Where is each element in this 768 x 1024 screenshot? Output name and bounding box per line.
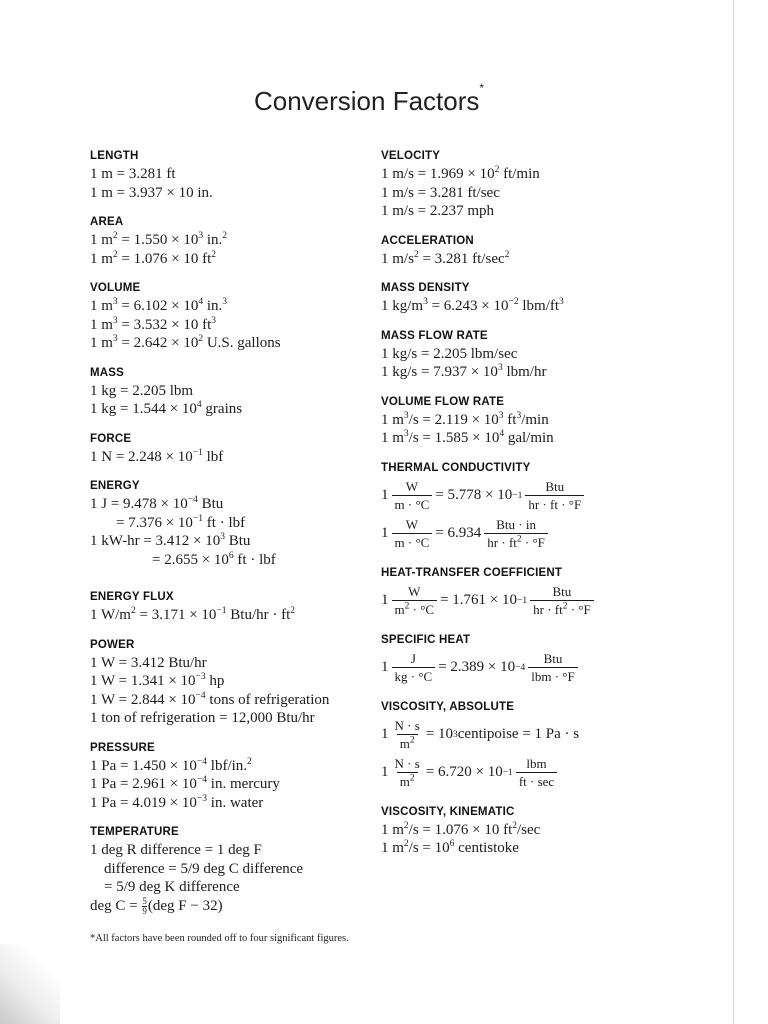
section-acceleration: [381, 235, 711, 269]
length-line-2: 1 m = 3.937 × 10 in.: [90, 184, 213, 201]
mass-flow-line-2: 1 $kg/s = 7.937 \times 10^3$ lbm/hr: [381, 363, 547, 380]
volume-line-2: 1 $m^3 = 3.532 \times 10$ $ft^3$: [90, 315, 217, 333]
viscosity-kinematic-line-2: 1 $m^2/s = 10^6$ centistoke: [381, 839, 519, 856]
fraction-btu-in-per-hr-ft2-f: $\frac{\text{Btu · in}}{hr \cdot ft^2 \cdot ^\circ F}$: [484, 517, 548, 550]
heading-energy-flux: ENERGY FLUX: [90, 591, 174, 603]
fraction-btu-per-hr-ft2-f: $\frac{\text{Btu}}{hr \cdot ft^2 \cdot ^\circ F}$: [530, 584, 594, 617]
power-line-1: 1 W = 3.412 Btu/hr: [90, 654, 207, 671]
section-power: [90, 639, 360, 728]
heading-temperature: TEMPERATURE: [90, 826, 179, 838]
fraction-btu-per-hr-ft-f: $\frac{\text{Btu}}{hr \cdot ft \cdot ^\circ F}$: [525, 479, 584, 512]
energy-line-4: = $2.655 \times 10^6$ ft · lbf: [152, 550, 276, 568]
fraction-ns-per-m2-2: $\frac{N \cdot s}{m^2}$: [394, 756, 420, 789]
heading-mass: MASS: [90, 366, 125, 379]
scan-edge-line: [733, 0, 734, 1024]
heading-velocity: VELOCITY: [381, 150, 441, 162]
heat-transfer-row: 1 $\frac{W}{m^2 \cdot ^\circ C}$ = 1.761 × 10 −1 $\frac{\text{Btu}}{hr \cdot ft^2 \cdot ^\circ F}$: [381, 582, 711, 620]
section-viscosity-absolute: [381, 701, 711, 792]
velocity-line-3: 1 m/s = 2.237 mph: [381, 203, 495, 219]
area-line-1: 1 $m^2 = 1.550 \times 10^3$ in.$^2$: [90, 231, 228, 248]
section-viscosity-kinematic: [381, 806, 711, 858]
heading-acceleration: ACCELERATION: [381, 234, 474, 247]
temperature-line-3: = 5/9 deg K difference: [104, 879, 240, 895]
velocity-line-1: 1 $m/s = 1.969 \times 10^2$ ft/min: [381, 165, 540, 182]
volume-flow-line-1: 1 $m^3/s = 2.119 \times 10^3$ $ft^3/\min$: [381, 410, 549, 428]
section-temperature: [90, 826, 360, 916]
heading-force: FORCE: [90, 432, 132, 445]
fraction-j-per-kg-c: $\frac{J}{kg \cdot ^\circ C}$: [392, 651, 436, 684]
section-mass-flow-rate: [381, 330, 711, 382]
energy-line-2: = $7.376 \times 10^{-1}$ ft · lbf: [116, 513, 246, 531]
heading-area: AREA: [90, 216, 124, 228]
five-ninths-fraction: $\frac{5}{9}$: [142, 895, 147, 916]
heading-viscosity-absolute: VISCOSITY, ABSOLUTE: [381, 700, 515, 713]
right-column: [381, 150, 711, 872]
section-volume-flow-rate: [381, 396, 711, 448]
pressure-line-2: 1 $Pa = 2.961 \times 10^{-4}$ in. mercury: [90, 775, 280, 792]
section-energy: [90, 480, 360, 569]
fraction-w-per-m-c: $\frac{W}{m \cdot ^\circ C}$: [392, 479, 433, 512]
title-footnote-mark: *: [479, 81, 485, 95]
footnote: *All factors have been rounded off to four significant figures.: [90, 933, 349, 944]
heading-mass-flow-rate: MASS FLOW RATE: [381, 329, 488, 342]
volume-flow-line-2: 1 $m^3/s = 1.585 \times 10^4$ gal/min: [381, 429, 554, 446]
mass-line-2: 1 kg = $1.544 \times 10^4$ grains: [90, 400, 243, 417]
viscosity-absolute-row-2: 1 $\frac{N \cdot s}{m^2}$ = 6.720 × 10 −1 $\frac{\text{lbm}}{ft \cdot \sec}$: [381, 754, 711, 792]
heading-length: LENGTH: [90, 150, 139, 162]
mass-line-1: 1 kg = 2.205 lbm: [90, 382, 194, 399]
power-line-2: 1 $W = 1.341 \times 10^{-3}$ hp: [90, 672, 225, 689]
section-length: [90, 150, 360, 202]
heading-pressure: PRESSURE: [90, 741, 155, 754]
energy-flux-line-1: 1 $W/m^2 = 3.171 \times 10^{-1}$ $Btu/hr \cdot ft^2$: [90, 606, 296, 623]
left-column: [90, 150, 360, 930]
viscosity-kinematic-line-1: 1 $m^2/s = 1.076 \times 10$ $ft^2/\sec$: [381, 820, 541, 838]
mass-density-line-1: 1 $kg/m^3 = 6.243 \times 10^{-2}$ lbm/$ft^3$: [381, 297, 564, 314]
pressure-line-3: 1 $Pa = 4.019 \times 10^{-3}$ in. water: [90, 793, 264, 811]
power-line-4: 1 ton of refrigeration = 12,000 Btu/hr: [90, 710, 315, 726]
volume-line-1: 1 $m^3 = 6.102 \times 10^4$ in.$^3$: [90, 297, 228, 314]
thermal-conductivity-row-2: 1 $\frac{W}{m \cdot ^\circ C}$ = 6.934 $\frac{\text{Btu · in}}{hr \cdot ft^2 \cdot ^\circ F}$: [381, 515, 711, 553]
section-area: [90, 216, 360, 268]
acceleration-line-1: 1 $m/s^2 = 3.281$ $ft/\sec^2$: [381, 249, 510, 267]
heading-specific-heat: SPECIFIC HEAT: [381, 633, 471, 646]
velocity-line-2: 1 m/s = 3.281 ft/sec: [381, 184, 500, 201]
temperature-line-1: 1 deg R difference = 1 deg F: [90, 842, 262, 858]
temperature-line-2: difference = 5/9 deg C difference: [104, 860, 304, 877]
fraction-btu-per-lbm-f: $\frac{\text{Btu}}{\text{lbm · °F}}$: [528, 651, 577, 684]
section-pressure: [90, 742, 360, 813]
heading-heat-transfer-coefficient: HEAT-TRANSFER COEFFICIENT: [381, 566, 563, 579]
heading-mass-density: MASS DENSITY: [381, 282, 470, 294]
heading-energy: ENERGY: [90, 480, 140, 492]
pressure-line-1: 1 $Pa = 1.450 \times 10^{-4}$ lbf/in.$^2$: [90, 756, 252, 774]
page-title: Conversion Factors*: [253, 81, 485, 116]
heading-volume-flow-rate: VOLUME FLOW RATE: [381, 395, 505, 408]
area-line-2: 1 $m^2 = 1.076 \times 10$ $ft^2$: [90, 249, 217, 267]
volume-line-3: 1 $m^3 = 2.642 \times 10^2$ U.S. gallons: [90, 334, 281, 351]
force-line-1: 1 $N = 2.248 \times 10^{-1}$ lbf: [90, 447, 224, 465]
energy-line-3: 1 $kW-hr = 3.412 \times 10^3$ Btu: [90, 532, 251, 549]
section-volume: [90, 282, 360, 353]
energy-line-1: 1 $J = 9.478 \times 10^{-4}$ Btu: [90, 495, 224, 512]
section-force: [90, 433, 360, 467]
power-line-3: 1 $W = 2.844 \times 10^{-4}$ tons of refrigeration: [90, 690, 330, 708]
fraction-ns-per-m2: $\frac{N \cdot s}{m^2}$: [394, 718, 420, 751]
section-mass-density: [381, 282, 711, 316]
scan-corner-shadow: [0, 944, 60, 1024]
section-heat-transfer-coefficient: [381, 567, 711, 620]
thermal-conductivity-row-1: 1 $\frac{W}{m \cdot ^\circ C}$ = 5.778 × 10 −1 $\frac{\text{Btu}}{hr \cdot ft \cdot ^\circ F}$: [381, 477, 711, 515]
heading-volume: VOLUME: [90, 282, 141, 294]
heading-thermal-conductivity: THERMAL CONDUCTIVITY: [381, 461, 531, 474]
specific-heat-row: 1 $\frac{J}{kg \cdot ^\circ C}$ = 2.389 × 10 −4 $\frac{\text{Btu}}{\text{lbm · °F}}$: [381, 649, 711, 687]
heading-viscosity-kinematic: VISCOSITY, KINEMATIC: [381, 805, 515, 818]
section-thermal-conductivity: [381, 462, 711, 553]
section-specific-heat: [381, 634, 711, 687]
length-line-1: 1 m = 3.281 ft: [90, 166, 176, 182]
section-velocity: [381, 150, 711, 221]
fraction-lbm-per-ft-sec: $\frac{\text{lbm}}{ft \cdot \sec}$: [516, 756, 557, 789]
fraction-w-per-m2-c: $\frac{W}{m^2 \cdot ^\circ C}$: [392, 584, 438, 617]
viscosity-absolute-row-1: 1 $\frac{N \cdot s}{m^2}$ = 10 3 centipoise = 1 Pa · s: [381, 718, 580, 751]
section-energy-flux: [90, 591, 360, 625]
section-mass: [90, 367, 360, 419]
heading-power: POWER: [90, 638, 135, 651]
temperature-line-4: deg C = $\frac{5}{9}$ (deg F − 32): [90, 895, 223, 916]
mass-flow-line-1: 1 kg/s = 2.205 lbm/sec: [381, 345, 518, 362]
fraction-w-per-m-c-2: $\frac{W}{m \cdot ^\circ C}$: [392, 517, 433, 550]
